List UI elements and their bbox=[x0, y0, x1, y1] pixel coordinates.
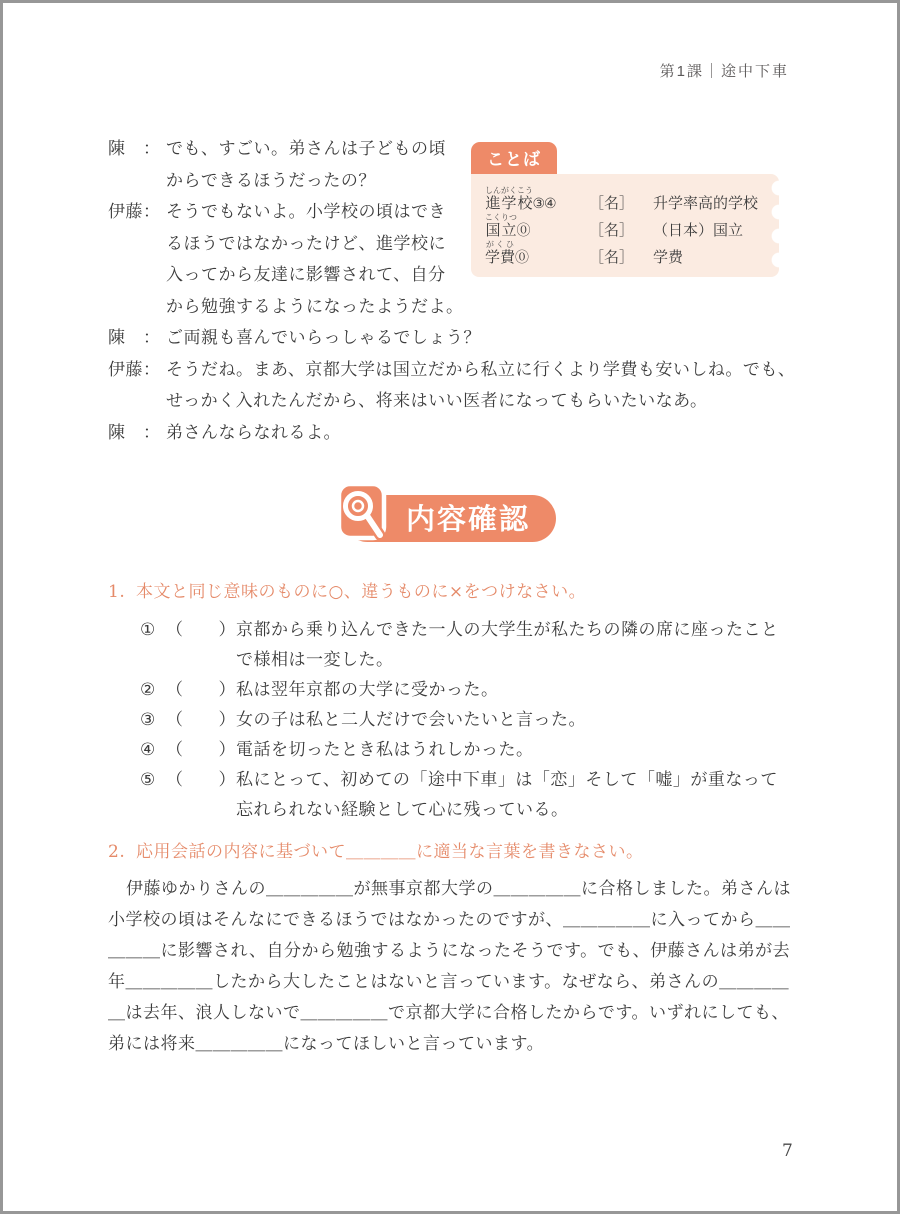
dialogue-line: そうでもないよ。小学校の頃はでき bbox=[166, 202, 446, 222]
vocab-pos: ［名］ bbox=[589, 248, 635, 266]
dialogue-turn bbox=[108, 323, 792, 355]
speaker-label: 陳 ： bbox=[108, 422, 161, 443]
vocab-reading: しんがくこう bbox=[485, 186, 533, 195]
exercise-item bbox=[140, 735, 792, 765]
exercise-2 bbox=[108, 839, 792, 1060]
page-header-lesson-title: 第1課｜途中下車 bbox=[659, 63, 789, 80]
section-title: 内容確認 bbox=[344, 495, 556, 542]
answer-parentheses: （ ） bbox=[166, 680, 236, 700]
item-number: ② bbox=[140, 680, 156, 700]
item-number: ④ bbox=[140, 740, 156, 760]
exercise-2-heading bbox=[108, 839, 792, 865]
item-text: 京都から乗り込んできた一人の大学生が私たちの隣の席に座ったことで様相は一変した。 bbox=[236, 620, 779, 670]
exercise-item bbox=[140, 765, 792, 825]
answer-parentheses: （ ） bbox=[166, 620, 236, 640]
exercise-1 bbox=[108, 579, 792, 825]
vocab-accent: ③④ bbox=[532, 196, 556, 212]
item-number: ③ bbox=[140, 710, 156, 730]
item-number: ① bbox=[140, 620, 156, 640]
vocab-reading: がくひ bbox=[485, 240, 516, 249]
section-banner bbox=[344, 495, 556, 542]
vocab-box bbox=[471, 142, 779, 277]
dialogue-line: でも、すごい。弟さんは子どもの頃 bbox=[166, 139, 446, 159]
vocab-meaning: （日本）国立 bbox=[653, 221, 744, 239]
vocab-accent: ⓪ bbox=[515, 250, 529, 266]
vocab-word: 国立こくりつ⓪ bbox=[485, 213, 530, 239]
vocab-meaning: 学费 bbox=[653, 248, 684, 266]
exercise-number: 1. bbox=[108, 582, 126, 602]
exercise-item bbox=[140, 705, 792, 735]
speaker-label: 伊藤： bbox=[108, 202, 161, 222]
answer-parentheses: （ ） bbox=[166, 770, 236, 790]
vocab-entry bbox=[485, 186, 757, 213]
magnifier-document-icon bbox=[335, 480, 393, 548]
dialogue-line: 入ってから友達に影響されて、自分 bbox=[166, 265, 446, 285]
dialogue-line: から勉強するようになったようだよ。 bbox=[166, 296, 464, 317]
vocab-meaning: 升学率高的学校 bbox=[653, 194, 759, 212]
dialogue-turn bbox=[108, 418, 792, 450]
dialogue-line: せっかく入れたんだから、将来はいい医者になってもらいたいなあ。 bbox=[166, 391, 708, 411]
dialogue-turn bbox=[108, 355, 796, 418]
dialogue-line: るほうではなかったけど、進学校に bbox=[166, 233, 446, 254]
fill-in-blank-paragraph: 伊藤ゆかりさんの＿＿＿＿＿が無事京都大学の＿＿＿＿＿に合格しました。弟さんは小学校の頃はそんなにできるほうではなかったのですが、＿＿＿＿＿に入ってから＿＿＿＿＿に影響され、自分から勉強するようになったそうです。でも、伊藤さんは弟が去年＿＿＿＿＿したから大したことはないと言っています。なぜなら、弟さんの＿＿＿＿＿は去年、浪人しないで＿＿＿＿＿で京都大学に合格したからです。いずれにしても、弟には将来＿＿＿＿＿になってほしいと言っています。 bbox=[108, 879, 791, 1054]
item-text: 私は翌年京都の大学に受かった。 bbox=[236, 680, 499, 700]
answer-parentheses: （ ） bbox=[166, 740, 236, 760]
exercise-number: 2. bbox=[108, 842, 126, 862]
dialogue-line: そうだね。まあ、京都大学は国立だから私立に行くより学費も安いしね。でも、 bbox=[166, 359, 796, 380]
vocab-pos: ［名］ bbox=[589, 221, 635, 239]
exercise-item bbox=[140, 675, 792, 705]
vocab-entry bbox=[485, 213, 757, 240]
exercise-1-heading bbox=[108, 579, 792, 605]
vocab-box-body bbox=[471, 174, 779, 277]
dialogue-line: ご両親も喜んでいらっしゃるでしょう？ bbox=[166, 328, 481, 348]
item-number: ⑤ bbox=[140, 770, 156, 790]
exercise-instruction: 本文と同じ意味のものに○、違うものに×をつけなさい。 bbox=[136, 582, 587, 602]
page-number: 7 bbox=[782, 1141, 793, 1161]
item-text: 電話を切ったとき私はうれしかった。 bbox=[236, 740, 534, 760]
dialogue-line: からできるほうだったの？ bbox=[166, 170, 376, 191]
exercise-instruction: 応用会話の内容に基づいて＿＿＿＿に適当な言葉を書きなさい。 bbox=[136, 842, 644, 862]
dialogue-line: 弟さんならなれるよ。 bbox=[166, 422, 341, 443]
item-text: 女の子は私と二人だけで会いたいと言った。 bbox=[236, 710, 586, 730]
item-text: 私にとって、初めての「途中下車」は「恋」そして「嘘」が重なって忘れられない経験として心に残っている。 bbox=[236, 770, 778, 820]
vocab-word: 学費がくひ⓪ bbox=[485, 240, 529, 266]
vocab-accent: ⓪ bbox=[516, 223, 530, 239]
vocab-word: 進学校しんがくこう③④ bbox=[485, 186, 556, 212]
speaker-label: 伊藤： bbox=[108, 359, 161, 380]
vocab-box-title: ことば bbox=[471, 142, 557, 174]
vocab-entry bbox=[485, 240, 757, 267]
speaker-label: 陳 ： bbox=[108, 328, 161, 348]
exercise-item bbox=[140, 615, 792, 675]
answer-parentheses: （ ） bbox=[166, 710, 236, 730]
speaker-label: 陳 ： bbox=[108, 139, 161, 159]
vocab-reading: こくりつ bbox=[485, 213, 517, 222]
vocab-pos: ［名］ bbox=[589, 194, 635, 212]
